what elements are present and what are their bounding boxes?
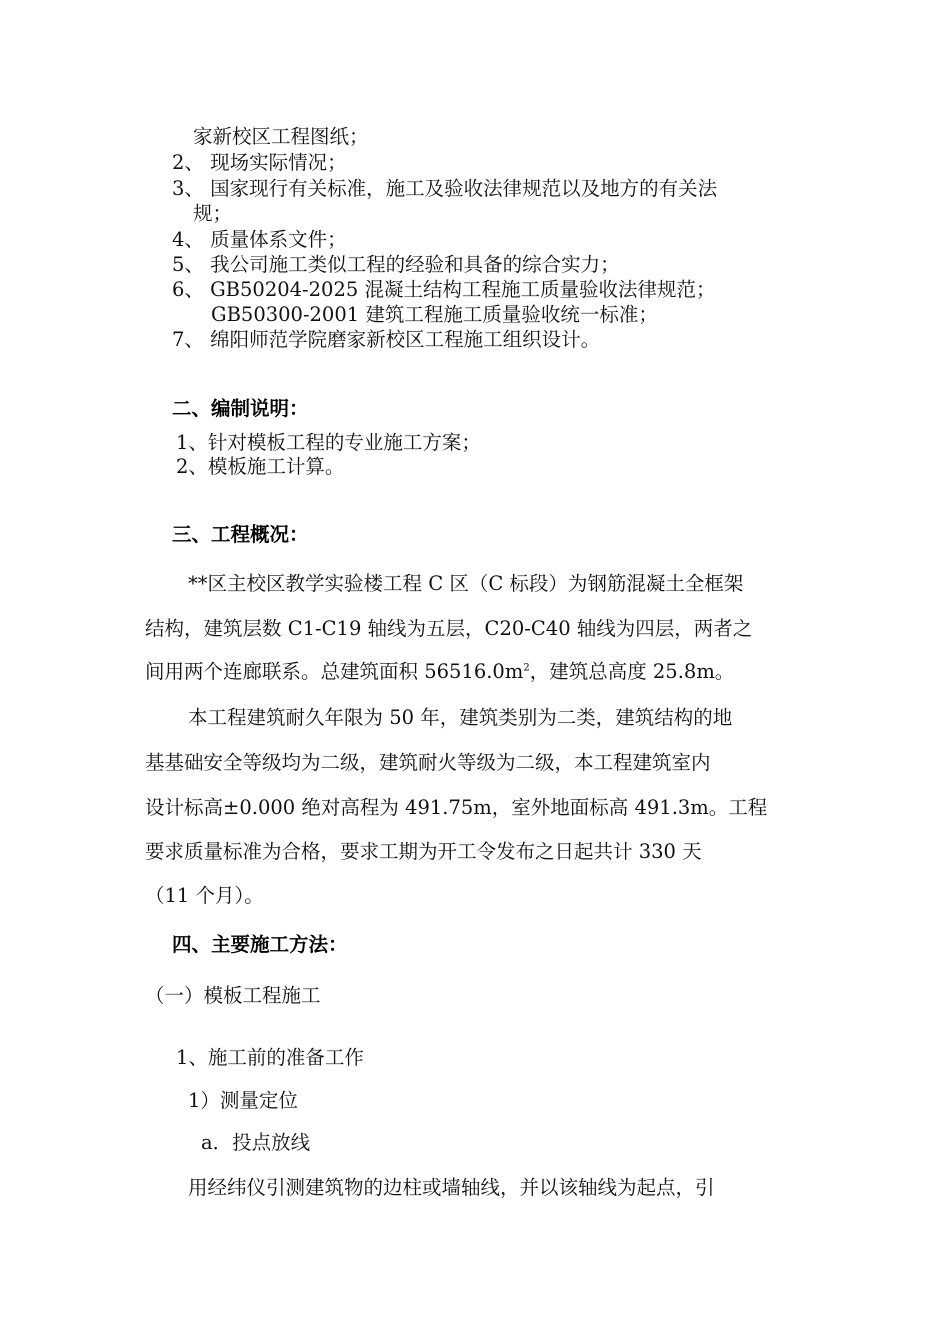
overview-p1-line-3 — [145, 660, 734, 684]
step-1-1-a-heading: a．投点放线 — [201, 1131, 311, 1154]
basis-item-6: 6、 GB50204-2025 混凝土结构工程施工质量验收法律规范； — [172, 278, 716, 301]
basis-item-5: 5、 我公司施工类似工程的经验和具备的综合实力； — [172, 253, 620, 276]
overview-p2-line-5: （11 个月）。 — [145, 884, 264, 907]
section-4-heading: 四、主要施工方法： — [172, 933, 348, 956]
overview-p2-line-3: 设计标高±0.000 绝对高程为 491.75m，室外地面标高 491.3m。工程 — [145, 796, 768, 819]
basis-item-6-continuation: GB50300-2001 建筑工程施工质量验收统一标准； — [211, 303, 658, 326]
superscript-2: 2 — [523, 662, 530, 674]
basis-item-3: 3、 国家现行有关标准，施工及验收法律规范以及地方的有关法 — [172, 177, 718, 200]
overview-area-text: 间用两个连廊联系。总建筑面积 56516.0m — [145, 660, 524, 683]
method-body-line-1: 用经纬仪引测建筑物的边柱或墙轴线，并以该轴线为起点，引 — [188, 1176, 715, 1199]
overview-p2-line-2: 基基础安全等级均为二级，建筑耐火等级为二级，本工程建筑室内 — [145, 751, 711, 774]
step-1-1-heading: 1）测量定位 — [188, 1089, 298, 1112]
basis-item-4: 4、 质量体系文件； — [172, 228, 347, 251]
section-2-item-2: 2、模板施工计算。 — [176, 455, 345, 478]
basis-item-3-continuation: 规； — [193, 202, 233, 225]
basis-item-7: 7、 绵阳师范学院磨家新校区工程施工组织设计。 — [172, 328, 601, 351]
basis-item-1-continuation: 家新校区工程图纸； — [193, 125, 369, 148]
section-2-item-1: 1、针对模板工程的专业施工方案； — [176, 431, 481, 454]
overview-p1-line-2: 结构，建筑层数 C1-C19 轴线为五层，C20-C40 轴线为四层，两者之 — [145, 617, 753, 640]
overview-p1-line-1: **区主校区教学实验楼工程 C 区（C 标段）为钢筋混凝土全框架 — [188, 572, 744, 595]
step-1-heading: 1、施工前的准备工作 — [176, 1046, 364, 1069]
overview-p2-line-4: 要求质量标准为合格，要求工期为开工令发布之日起共计 330 天 — [145, 840, 702, 863]
subsection-1-heading: （一）模板工程施工 — [145, 984, 321, 1007]
section-3-heading: 三、工程概况： — [172, 523, 309, 546]
overview-height-text: ，建筑总高度 25.8m。 — [529, 660, 735, 683]
section-2-heading: 二、编制说明： — [172, 397, 309, 420]
basis-item-2: 2、 现场实际情况； — [172, 151, 347, 174]
overview-p2-line-1: 本工程建筑耐久年限为 50 年，建筑类别为二类，建筑结构的地 — [188, 706, 733, 729]
